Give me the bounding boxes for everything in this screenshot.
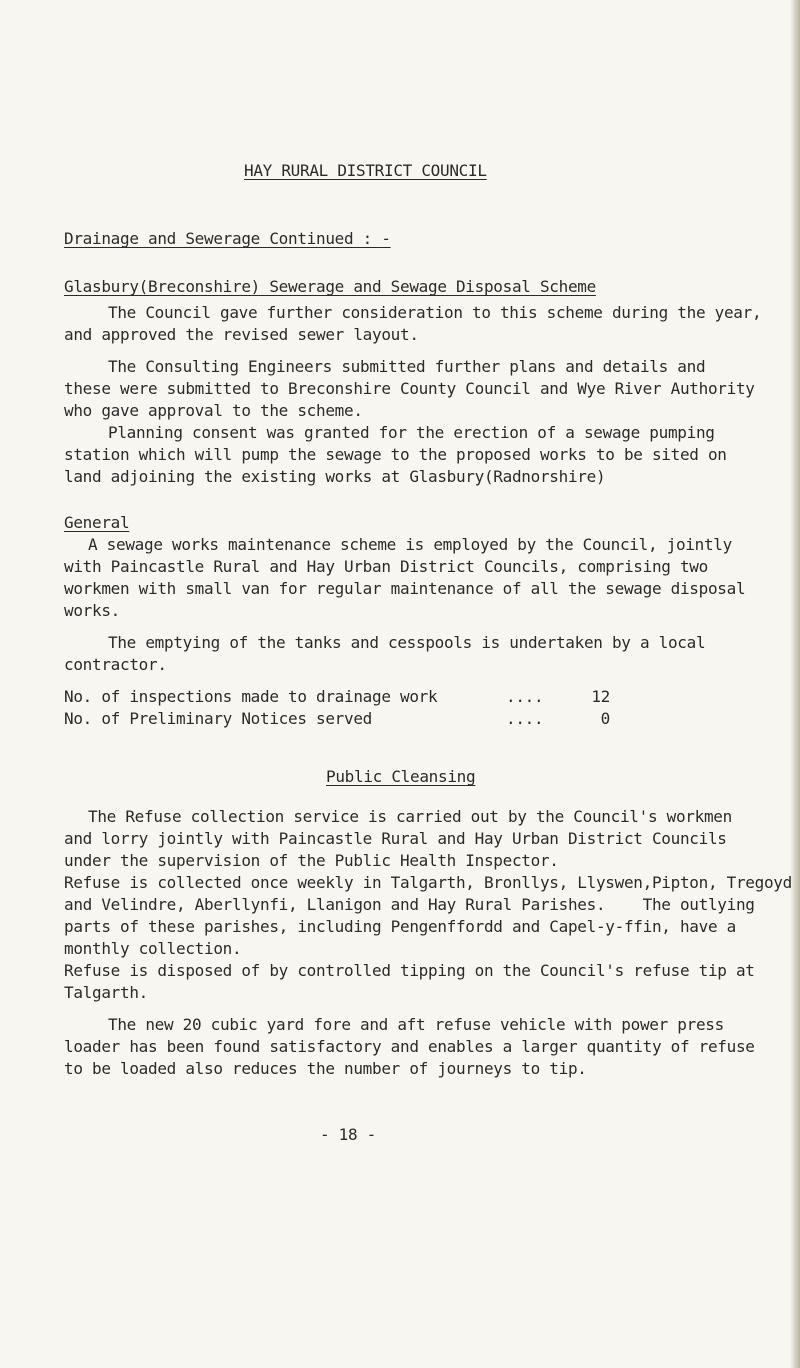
cleansing-para2-line3: to be loaded also reduces the number of journeys to tip. xyxy=(64,1059,587,1078)
drainage-heading: Drainage and Sewerage Continued : - xyxy=(64,229,391,248)
cleansing-para1-line1: The Refuse collection service is carried out by the Council's workmen xyxy=(88,807,732,826)
cleansing-para1-line4: Refuse is collected once weekly in Talgarth, Bronllys, Llyswen,Pipton, Tregoyd xyxy=(64,873,792,892)
page-number: - 18 - xyxy=(320,1125,376,1144)
stat-dots: .... xyxy=(506,687,544,706)
stat-value: 0 xyxy=(600,709,610,728)
stat-dots: .... xyxy=(506,709,544,728)
stat-label: No. of Preliminary Notices served xyxy=(64,709,372,728)
general-para2-line1: The emptying of the tanks and cesspools is undertaken by a local xyxy=(108,633,706,652)
stat-value: 12 xyxy=(591,687,610,706)
general-para1-line3: workmen with small van for regular maintenance of all the sewage disposal xyxy=(64,579,746,598)
cleansing-heading: Public Cleansing xyxy=(326,767,476,786)
cleansing-para1-line8: Refuse is disposed of by controlled tipping on the Council's refuse tip at xyxy=(64,961,755,980)
scheme-heading: Glasbury(Breconshire) Sewerage and Sewage Disposal Scheme xyxy=(64,277,596,296)
cleansing-para1-line6: parts of these parishes, including Pengenffordd and Capel-y-ffin, have a xyxy=(64,917,736,936)
cleansing-para1-line5: and Velindre, Aberllynfi, Llanigon and Hay Rural Parishes. The outlying xyxy=(64,895,755,914)
cleansing-para1-line2: and lorry jointly with Paincastle Rural and Hay Urban District Councils xyxy=(64,829,727,848)
page-edge-shadow xyxy=(790,0,800,1368)
drainage-para3-line3: land adjoining the existing works at Glasbury(Radnorshire) xyxy=(64,467,606,486)
drainage-para2-line2: these were submitted to Breconshire County Council and Wye River Authority xyxy=(64,379,755,398)
drainage-para2-line3: who gave approval to the scheme. xyxy=(64,401,363,420)
cleansing-para1-line9: Talgarth. xyxy=(64,983,148,1002)
cleansing-para1-line7: monthly collection. xyxy=(64,939,242,958)
general-para1-line1: A sewage works maintenance scheme is employed by the Council, jointly xyxy=(88,535,732,554)
drainage-para2-line1: The Consulting Engineers submitted further plans and details and xyxy=(108,357,706,376)
cleansing-para2-line2: loader has been found satisfactory and enables a larger quantity of refuse xyxy=(64,1037,755,1056)
general-para2-line2: contractor. xyxy=(64,655,167,674)
drainage-para3-line2: station which will pump the sewage to the proposed works to be sited on xyxy=(64,445,727,464)
stat-label: No. of inspections made to drainage work xyxy=(64,687,438,706)
general-para1-line2: with Paincastle Rural and Hay Urban District Councils, comprising two xyxy=(64,557,708,576)
drainage-para1-line1: The Council gave further consideration to this scheme during the year, xyxy=(108,303,762,322)
cleansing-para2-line1: The new 20 cubic yard fore and aft refuse vehicle with power press xyxy=(108,1015,724,1034)
drainage-para3-line1: Planning consent was granted for the erection of a sewage pumping xyxy=(108,423,715,442)
general-heading: General xyxy=(64,513,130,532)
drainage-para1-line2: and approved the revised sewer layout. xyxy=(64,325,419,344)
cleansing-para1-line3: under the supervision of the Public Health Inspector. xyxy=(64,851,559,870)
council-title: HAY RURAL DISTRICT COUNCIL xyxy=(244,161,487,180)
general-para1-line4: works. xyxy=(64,601,120,620)
